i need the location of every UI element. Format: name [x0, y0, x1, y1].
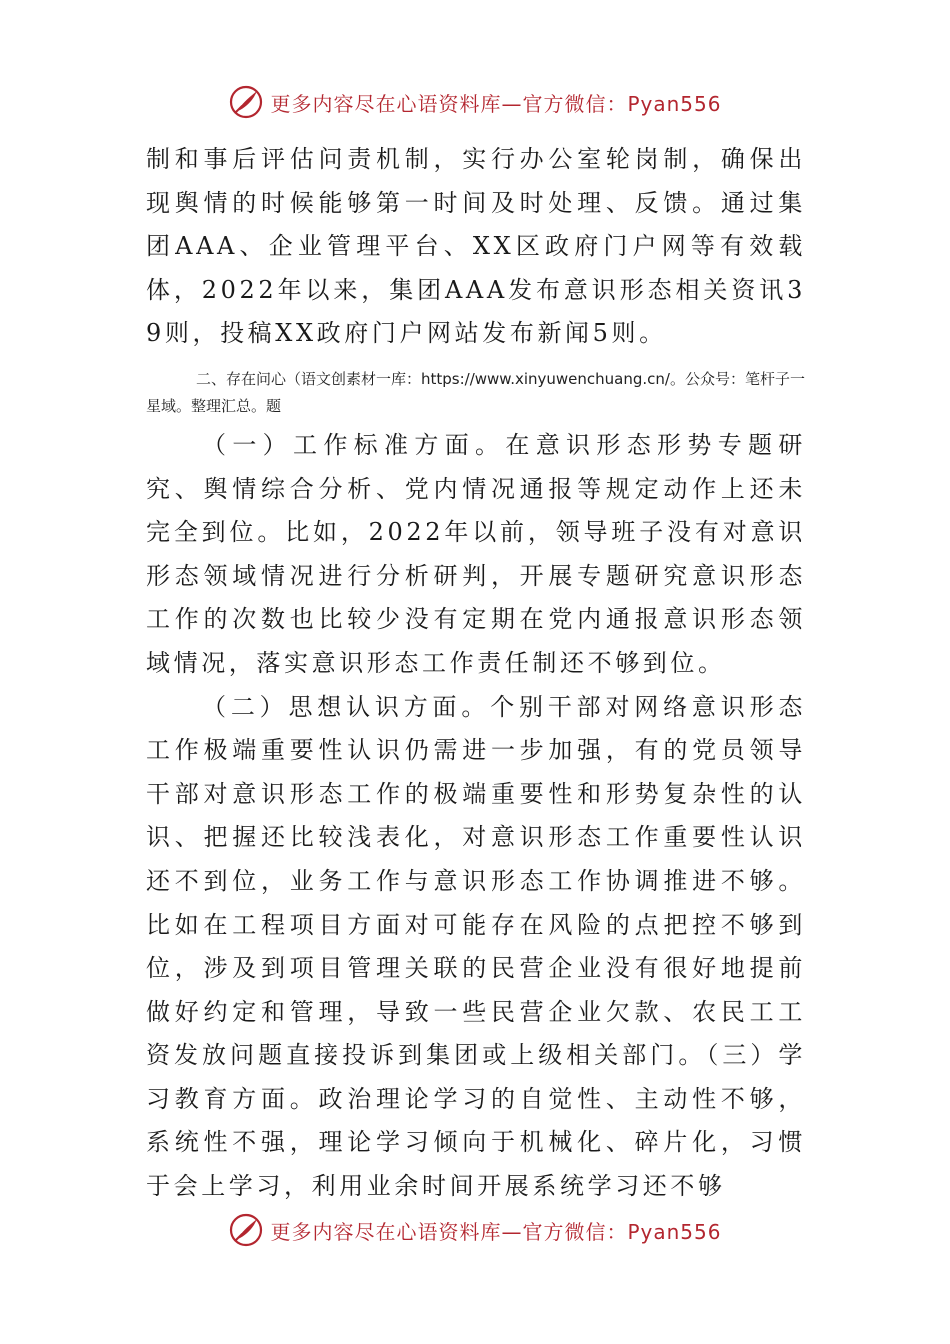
page-footer-banner — [0, 1210, 950, 1250]
document-body — [146, 138, 806, 1209]
footer-banner-text: 更多内容尽在心语资料库—官方微信：Pyan556 — [270, 1219, 722, 1244]
paragraph-continuation: 制和事后评估问责机制，实行办公室轮岗制，确保出现舆情的时候能够第一时间及时处理、反馈。通过集团AAA、企业管理平台、XX区政府门户网等有效载体，2022年以来，集团AAA发布意识形态相关资讯39则，投稿XX政府门户网站发布新闻5则。 — [146, 145, 806, 348]
page-header-banner — [0, 82, 950, 122]
paragraph-ideological-awareness: （二）思想认识方面。个别干部对网络意识形态工作极端重要性认识仍需进一步加强，有的党员领导干部对意识形态工作的极端重要性和形势复杂性的认识、把握还比较浅表化，对意识形态工作重要性认识还不到位，业务工作与意识形态工作协调推进不够。比如在工程项目方面对可能存在风险的点把控不够到位，涉及到项目管理关联的民营企业没有很好地提前做好约定和管理，导致一些民营企业欠款、农民工工资发放问题直接投诉到集团或上级相关部门。（三）学习教育方面。政治理论学习的自觉性、主动性不够，系统性不强，理论学习倾向于机械化、碎片化，习惯于会上学习，利用业余时间开展系统学习还不够 — [146, 692, 806, 1201]
paragraph-work-standards: （一）工作标准方面。在意识形态形势专题研究、舆情综合分析、党内情况通报等规定动作上还未完全到位。比如，2022年以前，领导班子没有对意识形态领域情况进行分析研判，开展专题研究意识形态工作的次数也比较少没有定期在党内通报意识形态领域情况，落实意识形态工作责任制还不够到位。 — [146, 430, 806, 677]
section-heading-small: 二、存在问心（语文创素材一库：https://www.xinyuwenchuang.cn/。公众号：笔杆子一星域。整理汇总。题 — [146, 369, 805, 415]
quill-pen-logo-icon — [228, 1212, 264, 1248]
header-banner-text: 更多内容尽在心语资料库—官方微信：Pyan556 — [270, 91, 722, 116]
quill-pen-logo-icon — [228, 84, 264, 120]
